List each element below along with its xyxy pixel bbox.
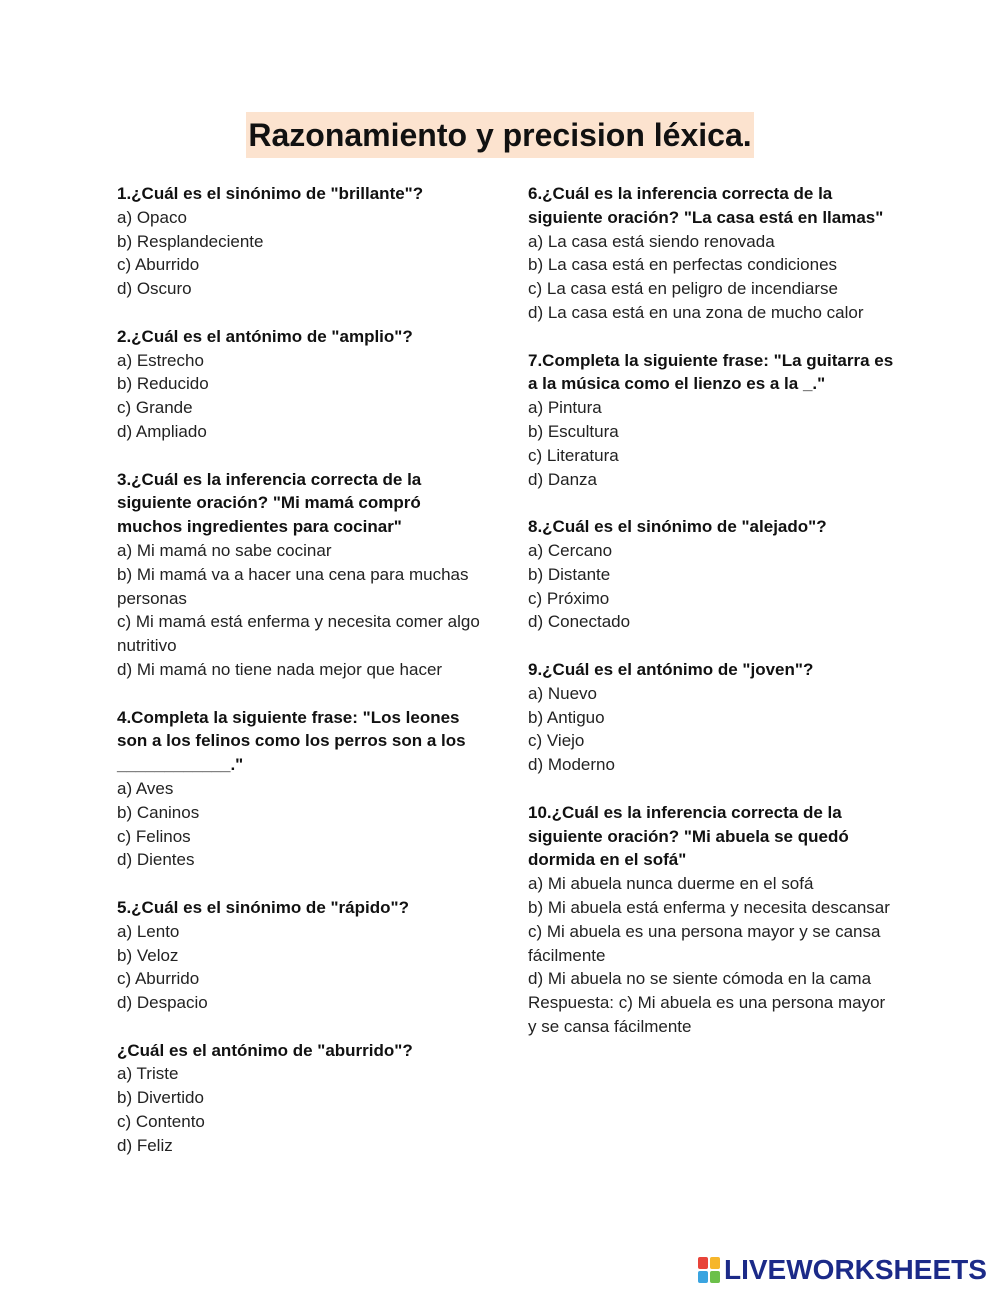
logo-square-1	[698, 1257, 708, 1269]
answer-option: a) Aves	[117, 778, 174, 798]
question-block	[117, 325, 487, 444]
question-text: 5.¿Cuál es el sinónimo de "rápido"?	[117, 897, 409, 917]
answer-option: a) Opaco	[117, 207, 187, 227]
question-text: 3.¿Cuál es la inferencia correcta de la siguiente oración? "Mi mamá compró muchos ingredientes para cocinar"	[117, 469, 422, 537]
answer-option: d) Despacio	[117, 993, 208, 1013]
answer-option: d) Dientes	[117, 850, 195, 870]
answer-option: d) Danza	[528, 469, 597, 489]
question-text: 4.Completa la siguiente frase: "Los leones son a los felinos como los perros son a los ____________."	[117, 707, 466, 775]
answer-option: d) Feliz	[117, 1135, 173, 1155]
question-block	[117, 1039, 487, 1158]
question-block	[528, 182, 898, 325]
answer-option: a) Estrecho	[117, 350, 204, 370]
answer-option: c) Aburrido	[117, 255, 200, 275]
answer-option: a) Lento	[117, 921, 180, 941]
right-column	[528, 182, 898, 1062]
page-title: Razonamiento y precision léxica.	[246, 112, 753, 158]
answer-option: c) Mi abuela es una persona mayor y se cansa fácilmente	[528, 921, 881, 965]
answer-option: b) Distante	[528, 564, 611, 584]
answer-option: c) Viejo	[528, 731, 585, 751]
answer-option: c) Grande	[117, 398, 193, 418]
answer-option: b) Veloz	[117, 945, 179, 965]
answer-option: a) Mi abuela nunca duerme en el sofá	[528, 874, 814, 894]
logo-square-4	[710, 1271, 720, 1283]
question-text: 2.¿Cuál es el antónimo de "amplio"?	[117, 326, 413, 346]
answer-option: c) Aburrido	[117, 969, 200, 989]
question-block	[117, 182, 487, 301]
answer-option: b) Escultura	[528, 421, 619, 441]
answer-option: a) Triste	[117, 1064, 179, 1084]
question-text: 8.¿Cuál es el sinónimo de "alejado"?	[528, 517, 827, 537]
answer-option: b) Mi abuela está enferma y necesita descansar	[528, 897, 890, 917]
title-wrap	[0, 112, 1000, 158]
question-text: 6.¿Cuál es la inferencia correcta de la siguiente oración? "La casa está en llamas"	[528, 184, 884, 227]
answer-text: Respuesta: c) Mi abuela es una persona mayor y se cansa fácilmente	[528, 993, 886, 1036]
answer-option: c) Contento	[117, 1112, 205, 1132]
answer-option: d) Ampliado	[117, 421, 207, 441]
answer-option: c) Felinos	[117, 826, 191, 846]
answer-option: a) Nuevo	[528, 683, 597, 703]
answer-option: b) Caninos	[117, 802, 200, 822]
question-text: 10.¿Cuál es la inferencia correcta de la siguiente oración? "Mi abuela se quedó dormida en el sofá"	[528, 802, 849, 870]
answer-option: a) La casa está siendo renovada	[528, 231, 775, 251]
left-column	[117, 182, 487, 1181]
answer-option: b) Resplandeciente	[117, 231, 264, 251]
question-text: 1.¿Cuál es el sinónimo de "brillante"?	[117, 184, 424, 203]
question-text: ¿Cuál es el antónimo de "aburrido"?	[117, 1040, 413, 1060]
answer-option: c) Mi mamá está enferma y necesita comer algo nutritivo	[117, 612, 480, 656]
answer-option: a) Cercano	[528, 540, 613, 560]
answer-option: c) Literatura	[528, 445, 619, 465]
question-block	[117, 468, 487, 682]
logo-text: LIVEWORKSHEETS	[724, 1254, 987, 1285]
answer-option: d) Mi abuela no se siente cómoda en la cama	[528, 969, 872, 989]
logo-mark-icon	[697, 1256, 721, 1284]
answer-option: b) La casa está en perfectas condiciones	[528, 255, 838, 275]
answer-option: a) Pintura	[528, 398, 602, 418]
logo-square-3	[698, 1271, 708, 1283]
answer-option: a) Mi mamá no sabe cocinar	[117, 540, 332, 560]
question-block	[528, 658, 898, 777]
question-block	[528, 515, 898, 634]
answer-option: d) La casa está en una zona de mucho calor	[528, 302, 864, 322]
answer-option: b) Mi mamá va a hacer una cena para muchas personas	[117, 564, 469, 608]
question-block	[528, 801, 898, 1039]
answer-option: d) Moderno	[528, 755, 615, 775]
answer-option: c) La casa está en peligro de incendiarse	[528, 279, 838, 299]
answer-option: d) Conectado	[528, 612, 631, 632]
answer-option: d) Oscuro	[117, 279, 192, 299]
answer-option: b) Divertido	[117, 1088, 204, 1108]
logo-square-2	[710, 1257, 720, 1269]
question-text: 9.¿Cuál es el antónimo de "joven"?	[528, 659, 814, 679]
question-text: 7.Completa la siguiente frase: "La guitarra es a la música como el lienzo es a la _."	[528, 350, 894, 394]
question-block	[117, 896, 487, 1015]
answer-option: b) Reducido	[117, 374, 209, 394]
answer-option: d) Mi mamá no tiene nada mejor que hacer	[117, 659, 443, 679]
answer-option: c) Próximo	[528, 588, 610, 608]
question-block	[528, 349, 898, 492]
question-block	[117, 706, 487, 873]
answer-option: b) Antiguo	[528, 707, 605, 727]
liveworksheets-logo	[697, 1254, 987, 1286]
